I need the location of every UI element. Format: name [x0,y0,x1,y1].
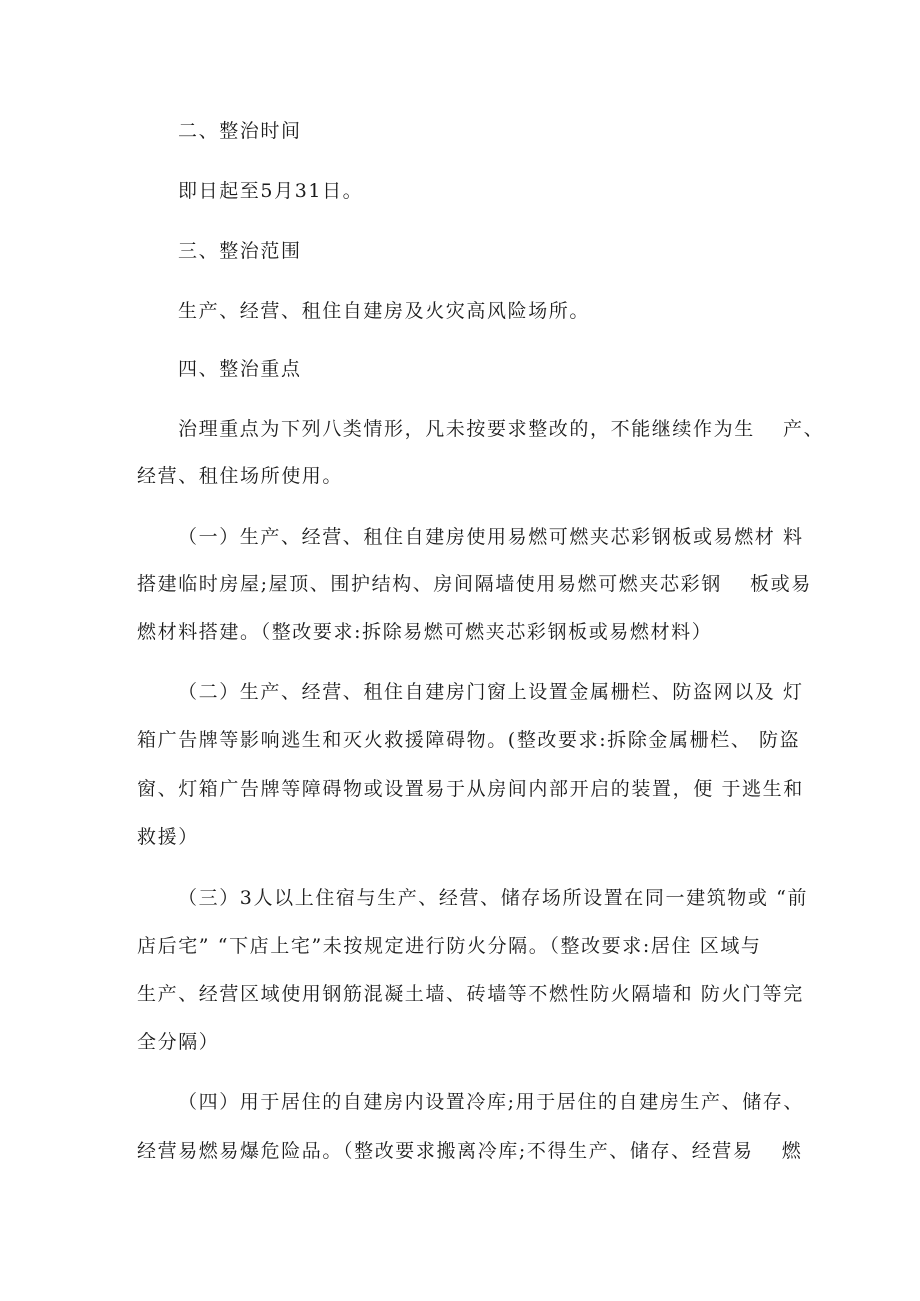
section-heading-timeframe: 二、整治时间 [178,120,302,142]
item-3-line-3: 生产、经营区域使用钢筋混凝土墙、砖墙等不燃性防火隔墙和 防火门等完 [137,983,804,1005]
item-3-line-2: 店后宅” “下店上宅”未按规定进行防火分隔。（整改要求:居住 区域与 [137,935,762,957]
section-heading-focus: 四、整治重点 [178,358,302,380]
paragraph-timeframe: 即日起至5月31日。 [178,180,364,202]
paragraph-scope: 生产、经营、租住自建房及火灾高风险场所。 [178,300,591,322]
paragraph-focus-line-1: 治理重点为下列八类情形，凡未按要求整改的，不能继续作为生 产、 [178,418,825,440]
item-1-line-3: 燃材料搭建。（整改要求:拆除易燃可燃夹芯彩钢板或易燃材料） [137,621,713,643]
item-3-line-1: （三）3人以上住宿与生产、经营、储存场所设置在同一建筑物或 “前 [178,887,809,909]
item-2-line-3: 窗、灯箱广告牌等障碍物或设置易于从房间内部开启的装置，便 于逃生和 [137,778,804,800]
item-2-line-1: （二）生产、经营、租住自建房门窗上设置金属栅栏、防盗网以及 灯 [178,681,804,703]
section-heading-scope: 三、整治范围 [178,240,302,262]
item-4-line-2: 经营易燃易爆危险品。（整改要求搬离冷库;不得生产、储存、经营易 燃 [137,1140,803,1162]
item-2-line-2: 箱广告牌等影响逃生和灭火救援障碍物。(整改要求:拆除金属栅栏、 防盗 [137,729,801,751]
item-2-line-4: 救援） [137,826,199,848]
item-1-line-2: 搭建临时房屋;屋顶、围护结构、房间隔墙使用易燃可燃夹芯彩钢 板或易 [137,573,812,595]
item-1-line-1: （一）生产、经营、租住自建房使用易燃可燃夹芯彩钢板或易燃材 料 [178,526,804,548]
paragraph-focus-line-2: 经营、租住场所使用。 [137,465,344,487]
item-4-line-1: （四）用于居住的自建房内设置冷库;用于居住的自建房生产、储存、 [178,1091,805,1113]
item-3-line-4: 全分隔） [137,1031,220,1053]
